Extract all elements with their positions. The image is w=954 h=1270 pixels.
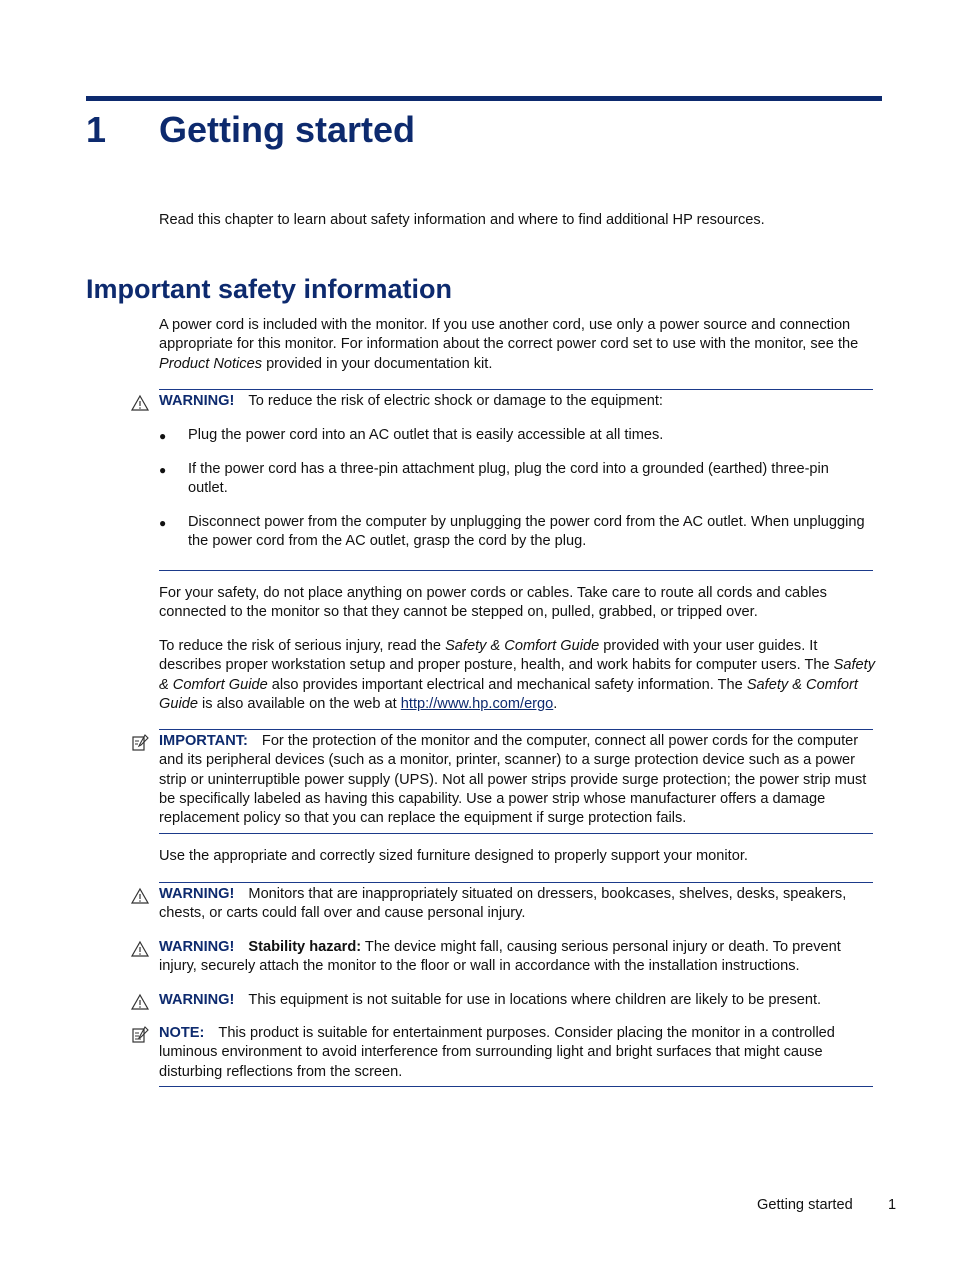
power-cord-paragraph: A power cord is included with the monitor. If you use another cord, use only a power source and connection appropriate for this monitor. For information about the correct power cord set to use with the monitor, see the Product Notices provided in your documentation kit.	[159, 317, 859, 372]
chapter-title: Getting started	[159, 109, 416, 150]
important-surge-protection: IMPORTANT: For the protection of the monitor and the computer, connect all power cords for the computer and its peripheral devices (such as a monitor, printer, scanner) to a surge protection device such as a power strip or uninterruptible power supply (UPS). Not all power strips provide surge protection; the power strip must be specifically labeled as having this capability. Use a power strip whose manufacturer offers a damage replacement policy so that you can replace the equipment if surge protection fails.	[159, 733, 867, 827]
warning-triangle-icon	[130, 992, 150, 1012]
warning-label: WARNING!	[159, 939, 235, 955]
page-number: 1	[888, 1197, 897, 1213]
warning-furniture: WARNING! Monitors that are inappropriately situated on dressers, bookcases, shelves, desks, speakers, chests, or carts could fall over and cause personal injury.	[159, 886, 847, 922]
warning-label: WARNING!	[159, 886, 235, 902]
warning-bottom-rule	[159, 570, 873, 571]
warnings-top-rule	[159, 882, 873, 883]
warning-label: WARNING!	[159, 992, 235, 1008]
ergo-link[interactable]: http://www.hp.com/ergo	[400, 695, 554, 712]
note-label: NOTE:	[159, 1025, 205, 1041]
warning-triangle-icon	[130, 886, 150, 906]
comfort-guide-paragraph: To reduce the risk of serious injury, read the Safety & Comfort Guide provided with your user guides. It describes proper workstation setup and proper posture, health, and work habits for computer users. The Safety & Comfort Guide also provides important electrical and mechanical safety information. The Safety & Comfort Guide is also available on the web at http://www.hp.com/ergo.	[159, 638, 876, 712]
list-item: Plug the power cord into an AC outlet that is easily accessible at all times.	[188, 427, 664, 443]
intro-paragraph: Read this chapter to learn about safety information and where to find additional HP resources.	[159, 212, 765, 228]
warning-triangle-icon	[130, 393, 150, 413]
bullet-marker: ●	[159, 429, 167, 443]
warning-electric-shock: WARNING! To reduce the risk of electric shock or damage to the equipment:	[159, 393, 663, 409]
note-icon	[130, 1025, 150, 1045]
chapter-number: 1	[86, 109, 107, 150]
cord-safety-paragraph: For your safety, do not place anything on power cords or cables. Take care to route all cords and cables connected to the monitor so that they cannot be stepped on, pulled, grabbed, or tripped over.	[159, 585, 827, 621]
list-item: If the power cord has a three-pin attachment plug, plug the cord into a grounded (earthed) three-pin outlet.	[188, 461, 829, 497]
important-icon	[130, 733, 150, 753]
important-top-rule	[159, 729, 873, 730]
important-bottom-rule	[159, 833, 873, 834]
footer-chapter-label: Getting started	[757, 1197, 853, 1213]
chapter-top-rule	[86, 96, 882, 101]
important-label: IMPORTANT:	[159, 733, 248, 749]
furniture-paragraph: Use the appropriate and correctly sized furniture designed to properly support your monitor.	[159, 848, 748, 864]
bullet-marker: ●	[159, 463, 167, 477]
section-title: Important safety information	[86, 274, 453, 304]
bullet-marker: ●	[159, 516, 167, 530]
warning-children: WARNING! This equipment is not suitable for use in locations where children are likely to be present.	[159, 992, 822, 1008]
warning-label: WARNING!	[159, 393, 235, 409]
warning-top-rule	[159, 389, 873, 390]
warning-triangle-icon	[130, 939, 150, 959]
list-item: Disconnect power from the computer by unplugging the power cord from the AC outlet. When unplugging the power cord from the AC outlet, grasp the cord by the plug.	[188, 514, 865, 550]
note-bottom-rule	[159, 1086, 873, 1087]
warning-stability: WARNING! Stability hazard: The device might fall, causing serious personal injury or death. To prevent injury, securely attach the monitor to the floor or wall in accordance with the installation instructions.	[159, 939, 841, 975]
note-entertainment: NOTE: This product is suitable for entertainment purposes. Consider placing the monitor in a controlled luminous environment to avoid interference from surrounding light and bright surfaces that might cause disturbing reflections from the screen.	[159, 1025, 835, 1080]
